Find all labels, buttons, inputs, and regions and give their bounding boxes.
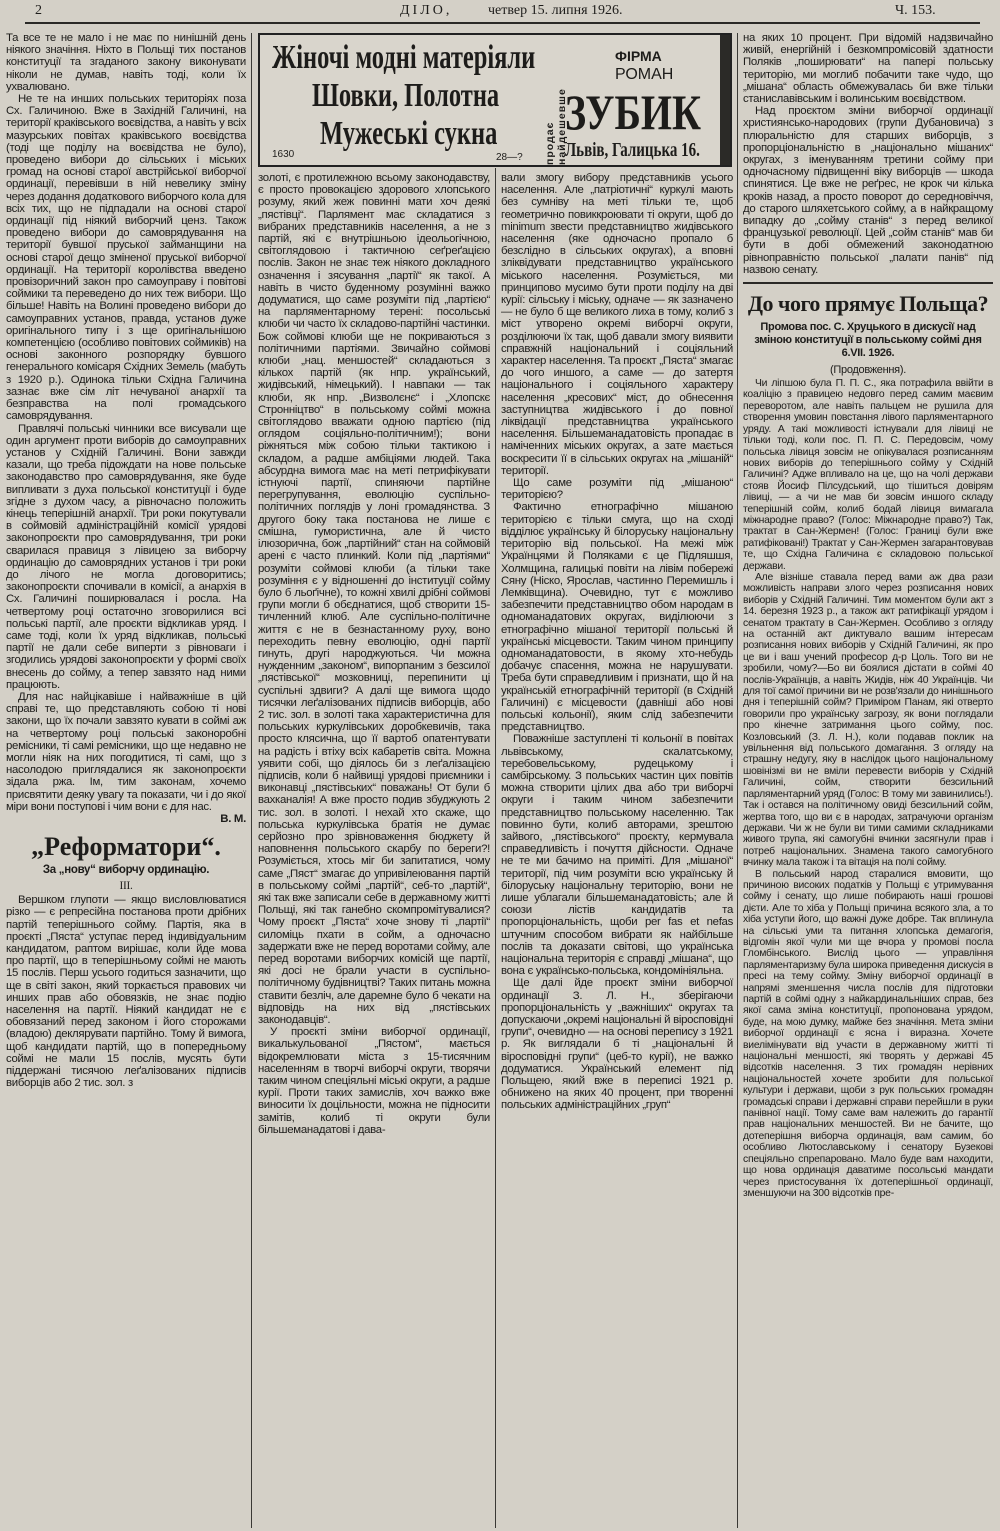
author-signature: В. М. xyxy=(220,813,246,825)
article-reformatory xyxy=(6,831,246,1089)
ad-vertical-text: продає найдешевше xyxy=(544,88,568,165)
article-title: „Реформатори“. xyxy=(31,832,221,862)
ad-surname: ЗУБИК xyxy=(565,84,702,140)
ad-first-name: РОМАН xyxy=(615,66,674,83)
paragraph: Правлячі польські чинники все висували ще один аргумент проти виборів до самоуправних установ у Східній Галичині. Вони завжди казали, що треба підождати на нове польське законодавство про самоврядування, яке буде випливати з духа польської конституції і буде згідне з духом часу, а рівночасно положить кінець теперішній анархії. Три роки покутували в соймовій адміністраційній комісії урядові законопроєкти про самоврядування, три роки сварилася правиця з лівицею за виборчу ординацію до самоврядних установ і три роки до лічого не могла договоритись; законопроєкти спочивали в комісії, а анархія в Сх. Галичині поширювалася і росла. На четвертому році остаточно зговорилися всі польські партії, але проєкти відкликав уряд. І саме тоді, коли їх уряд відкликав, польські партії не дали себе виперти з рівноваги і згодились урядові законопроєкти у формі своїх внесень до сойму, а тепер завзято над ними працюють. xyxy=(6,422,246,691)
paragraph: золоті, є протилежною всьому законодавству, є просто провокацією здорового хлопського розуму, який жеж повинні мати хоч деякі „пястівці“. Парлямент має складатися з вибраних представників населення, а не з партій, які є внутрішньою ідеольогічною, світоглядовою і тактичною сеґреґацією послів. Закон не знає теж ніякого докладного означення і зясування „партії“ як такої. А навіть в чисто буденному розумінні важко додуматися, що саме розуміти під „партією“ на парляментарному терені: посольські клюби чи часто їх складово-партійні частинки. Бож соймові клюби ще не покриваються з політичними партіями. Звичайно соймові клюби „нац. меншостей“ складаються з кількох партій (як нпр. український, жидівський, німецький). І навпаки — так клюби, як нпр. „Визволєнє“ і „Хлопскє Стронніцтво“ в польському соймі можна світоглядово вважати одною партією (під оглядом соціяльно-політичним!); вони ріжняться між собою тільки тактикою і складом, а радше амбіціями людей. Така абсурдна вимога має на меті петрифікувати істнуючі партії, спиняючи партійне перегрупування, еволюцію суспільно-політичних поглядів у лоні громадянства. З другого боку така постанова не лише є смішна, гумористична, але й чисто ілюзорична, бож „партійний“ стан на соймовій арені є часто плинкий. Коли під „партіями“ розуміти соймові клюби (а тільки таке розуміння є у відношенні до інституції сойму було б льоґічне), то кожні хвилі дрібні соймові групи могли б обєднатися, щоб створити 15-тичленний клюб. Але суспільно-політичне життя є не в безнастанному руху, воно переходить певну еволюцію, одні партії гинуть, другі народжуються. Чи можна нужденним „законом“, випорпаним з безсилої „пястівської“ мозковниці, перепинити ці суспільні здвиги? А далі ще вимога щодо тисячки леґалізованих підписів виборців, або 2 тис. зол. в золоті така характеристична для польських куркулівських доробкевичів, така просто клясична, що її вартоб опатентувати на радість і втіху всіх кабаретів світа. Можна уявити собі, що діялось би з леґалізацією підписів, коли б найвищі урядові приємники і виконавці „пястівських“ поважань! От були б вахканалія! А вже просто подив збуджують 2 тис. зол. в золоті. І нехай хто скаже, що польська куркулівська братія не думає серйозно про зрівноваження бюджету й наповнення польського скарбу по береги?! Розуміється, хтось міг би запитатися, чому саме „Пяст“ змагає до упривілеювання партій в польському соймі „партій“, себ-то „партій“, які так вже записали себе в державному житті Польщі, які так ганебно скомпромітувалися? Чому проєкт „Пяста“ хоче знову ті „партії“ силоміць пхати в сойм, а одночасно задержати вже не перед воротами сойму, але перед воротами виборчих комісій ще партії, які досі не брали участи в суспільно-політичному будівництві? Таких питань можна ставити безліч, але даремне було б чекати на відповідь на них від „пястівських законодавців“. xyxy=(258,172,490,1027)
header-rule xyxy=(25,22,980,24)
column-divider xyxy=(495,168,496,1528)
article-column-2 xyxy=(258,172,490,1136)
article-separator xyxy=(743,282,993,284)
paragraph: Поважніше заступлені ті кольонії в повітах львівському, скалатському, теребовельському, рудецькому і самбірському. З польських частин цих повітів можна створити цілих два або три виборчі округи і таким чином забезпечити представництво польському населенню. Так повинно бути, колиб авторами, зрештою зайвого, „пястівського“ проєкту, кермувала справедливість і почуття дійсности. Одначе не те ми бачимо на приміті. Для „мішаної“ території, під чим розуміти всю українську й білоруську національну територію, вони не лише ублагали більшеманадатовість; але й союзи лістів кандидатів та пропорціональність, щоби per fas et nefas штучним способом вибрати як найбільше послів та доказати світові, що українська національна територія є справді „мішана“, що вона є українсько-польська, кондомініяльна. xyxy=(501,733,733,978)
ad-line: Мужеські сукна xyxy=(320,115,498,152)
ad-code: 28—? xyxy=(496,152,523,163)
ad-line: Жіночі модні матеріяли xyxy=(272,39,536,76)
column-divider xyxy=(251,33,252,1528)
paragraph: Не те на инших польських територіях поза Сх. Галичиною. Вже в Західній Галичині, на території краківського воєвідства, а навіть у всіх мазурських повітах краківського воєвідства (тоді ще поділу на воєвідства не було), проведено вибори до сільських і міських громад на основі старої австрійської виборчої ординації, перевівши в ній невелику зміну через додання додаткового виборчого кола для всіх тих, що не підпадали на основі старої ординації під ніякий виборчий ценз. Також проведено вибори до самоврядування на території бувшої пруської займанщини на основі старої дещо зміненої пруської виборчої ординації. На території королівства введено провізоричний закон про самоуправу і повітові соймики та переведено до них теж вибори. Що більше! Навіть на Волині проведено вибори до самоуправних установ, правда, установ дуже оригінального типу і з ще оригінальнішою компетенцією (особливо повітових соймиків) на основі законного розпорядку бувшого генерального комісаря Східних Земель (мабуть з 1920 р.). Одинока тільки Східна Галичина зазнає вже сім літ нечуваної анархії та безправства на полі громадського самоврядування. xyxy=(6,93,246,423)
paragraph: Вершком глупоти — якщо висловлюватися різко — є репресійна постанова проти дрібних партій теперішнього сойму. Партія, яка в проєкті „Пяста“ уступає перед індивідуальним кандидатом, раптом вирішає, коли йде мова про партії, що в теперішньому соймі не мають 15 послів. Перш усього годиться зазначити, що ще в світі закон, який торкається правових чи инших прав або обовязків, не знає подію населення на партії. Ніякий кандидат не є обовязаний перед законом і його сторожами (владою) деклярувати партійно. Тому й вимога, щоб кандидати партій, що в попередньому соймі не мали 15 послів, мусять бути піддержані тисячою леґалізованих підписів виборців або 2 тис. зол. з xyxy=(6,894,246,1090)
paragraph: У проєкті зміни виборчої ординації, викалькульованої „Пястом“, мається відокремлювати міста з 15-тисячним населенням в творчі виборчі округи, творячи таким чином спеціяльні міські округи, а радше курії. Проти таких замислів, хоч важко вже виносити їх доцільности, можна не підносити замітів, колиб ті округи були більшеманадатові і дава- xyxy=(258,1026,490,1136)
paragraph: Для нас найцікавіше і найважніше в цій справі те, що представляють собою ті нові закони, що їх почали завзято кувати в соймі аж на четвертому році польські законоробні ремісники, ті самі ремісники, що ще недавно не могли ніяк на них погодитися, ті самі, що з насолодою приглядалися як законопроєкти зідала ржа. Ім, тим законам, хочемо присвятити деяку увагу та показати, чи і до якої міри вони поступові і чим вони є для нас. xyxy=(6,690,246,813)
paragraph: Ще далі йде проєкт зміни виборчої ординації З. Л. Н., зберігаючи пропорціональність у „важніших“ округах та допускаючи „окремі національні й віросповідні групи“, очевидно — на основі перепису з 1921 р. Як виглядали б ті „національні й віросповідні групи“ (цеб-то курії), не важко додуматися. Український елемент під Польщею, який вже в переписі 1921 р. обнижено на яких 40 процент, при творенні польських адміністраційних „груп“ xyxy=(501,977,733,1112)
ad-firm: ФІРМА xyxy=(615,48,662,64)
article-part: III. xyxy=(119,880,133,893)
paragraph: Що саме розуміти під „мішаною“ територією? xyxy=(501,477,733,502)
paragraph: Чи ліпшою була П. П. С., яка потрафила ввійти в коаліцію з правицею недовго перед самим маєвим переворотом, але навіть пальцем не рушила для створення умовин повстання лівого парляментарного уряду. А такі можливості істнували для лівиці не тільки тоді, коли пос. П. П. С. Передовсім, чому польська лівиця зовсім не опікувалася розписанням нових виборів до теперішнього сойму у Східній Галичині? Адже впливало на це, що на чолі держави стояв Йосиф Пілсудський, що тішиться довірям лівиці, — а чи не мав би зовсім иншого складу теперішній сойм, колиб бодай лівиця вимагала міжнародне право? (Голос: Міжнародне право?) Так, трактат в Сан-Жермен! (Голос: Границі були вже ратифіковані!) Трактат у Сан-Жермен загарантовував те, що Східна Галичина є складовою польської держави. xyxy=(743,378,993,572)
article-poland-direction xyxy=(743,290,993,1199)
advertisement-zubyk xyxy=(258,33,732,167)
column-divider xyxy=(737,33,738,1528)
article-continued: (Продовження). xyxy=(830,364,906,377)
ad-code: 1630 xyxy=(272,149,295,160)
paragraph: Але візніше ставала перед вами аж два рази можливість направи злого через розписання нових виборів у Східній Галичині. Тим моментом були акт з 14. березня 1923 р., а також акт ратифікації урядом і сенатом трактату в Сан-Жермен. Особливо з огляду на останній акт диктувало вашим інтересам розписання нових виборів у Східній Галичині, як про це ви і ваш учений професор д-р Цоль. Того ви не зробили, чому?—Бо ви боялися дістати в соймі 40 послів-Українців, а навіть Жидів, ніж 40 Українців. Чи для тої самої причини ви не розв'язали до нинішнього дня і теперішній сойм? Приміром Панам, які отверто говорили про українську загрозу, як вони поглядали про кінечне затримання цього сойму, пос. Козловський (З. Л. Н.), коли подавав поклик на увільнення від польського домагання. З огляду на страшну недугу, яку в наслідок цього національному шовінізмі ви не вміли перевести виборів у Східній Галичині, сойм, створити безсильний парляментарний уряд (Голос: В тому ми завинились!). Так і остався на політичному овиді безсильний сойм, жертва того, що ви є в народах, затрачуючи організм держави. Чи ж не були ви тими самими складниками живого трупа, які самогубні вчинки засягнули прав і потреб національних. Знамена такого самогубного вчинку мала також і та вітація на полі сойму. xyxy=(743,571,993,869)
ad-border-bar xyxy=(720,35,730,165)
paragraph: Над проєктом зміни виборчої ординації християнсько-народових (групи Дубановича) з плюральністю для старших виборців, з пропорціональністю в „національно мішаних“ округах, з іменуванням третини сойму при одночасному підвищенні віку виборців — шкода спинятися. Це вже не реґрес, не крок чи кілька кроків назад, а просто поворот до середновіччя, до старого шляхетського сойму, а в найкращому випадку до „сойму станів“ з перед великої французької революції. Цей „сойм станів“ мав би бути в добі обмежений законодатною рівноправністю польської „палати панів“ під назвою сенату. xyxy=(743,105,993,276)
article-column-1 xyxy=(6,32,246,1089)
page-header xyxy=(0,0,1000,22)
paragraph: Та все те не мало і не має по нинішній день ніякого значіння. Ніхто в Польщі тих постанов конституції та згаданого закону виконувати ніколи не думав, навіть тоді, коли їх ухвалювано. xyxy=(6,32,246,93)
issue-number: Ч. 153. xyxy=(895,3,936,18)
page-number: 2 xyxy=(35,3,42,18)
ad-address: Львів, Галицька 16. xyxy=(565,139,700,161)
newspaper-name: ДІЛО, xyxy=(400,3,453,18)
paragraph: Фактично етнографічно мішаною територією є тільки смуга, що на сході відділює українську й білоруську національну територію від польської. На межі між Українцями й Поляками є це Підляшшя, Холмщина, галицькі повіти на лівім побережі Сяну (Ніско, Ярослав, частинно Перемишль і Лемківщина). Очевидно, тут є можливо забезпечити представництво обом народам в одноманадатових округах, виділюючи з етнографічно мішаної території польські й українські місцевости. Таким чином принципу одноманадатовости, в якому хто-небудь добачує спасення, можна не нарушувати. Треба бути справедливим і признати, що й на українській етнографічній території (в Східній Галичині) є місцевости (давніші або нові польські кольонії), яким слід забезпечити представництво. xyxy=(501,501,733,734)
article-subtitle: За „нову“ виборчу ординацію. xyxy=(42,864,210,877)
paragraph: вали змогу вибору представників усього населення. Але „патріотичні“ куркулі мають без сумніву на меті тільки те, щоб геометрично повиккроювати ті округи, щоб до minimum звести представництво жидівського населення (яке одночасно пропало б безслідно в сільських округах), а вповні зліквідувати представництво українського міського населення. Розуміється, ми принципово мусимо бути проти поділу на дві курії: сільську і міську, одначе — як зазначено — не було б ще великого лиха в тому, колиб з міст утворено окремі виборчі округи, розділюючи їх так, щоб давали змогу виявити справжній національний і соціяльний характер населення. Та проєкт „Пяста“ змагає до чого иншого, а саме — до затертя національного і соціяльного характеру населення „кресових“ міст, до обнесення заступництва жидівського і до повної ліквідації представництва українського населення. Більшеманадатовість пропадає в наміченних міських округах, а зате мається воскресити її в сільських округах на „мішаній“ території. xyxy=(501,172,733,477)
paragraph: на яких 10 процент. При відомій надзвичайно живій, енергійній і безкомпромісовій здатности Поляків „поширювати“ на папері польську територію, ми моглиб побачити таке чудо, що „мішана“ область обмежувалась би вже тільки станиславівським і волинським воєвідством. xyxy=(743,32,993,106)
paragraph: В польський народ старалися вмовити, що причиною високих податків у Польщі є утримування сойму і сенату, що лише побирають наші грошові дієти. Але то хіба у Польщі причина всякого зла, а то хіба уступи його, що важні дуже добре. Так вплинула на сільські уми та питання хлопська демагогія, відгомін якої чули ми ще вчора у промові посла Гломбінського. Вислід цього — управління парляментаризму була широка приведення дискусія в пресі на тему сойму. Зміну виборчої ординації в напрямі зменшення числа послів для підготовки партій в соймі одну з найкардинальніших справ, без якої сама зміна конституції, пропонована урядом, буде, на мою думку, майже без значіння. Мета зміни виборчої ординації є ясна і виразна. Хочете виелімінувати від участи в державному житті ті національні меншості, які творять у державі 45 відсотків населення. З тих громадян нерівних національностей хочете зробити для польської культури і держави, щоби з рук польських громадян громадські справи і державні справи перейшли в руки панівної нації. Тому саме вам належить до гарантії прав національних меншостей. Ви не бачите, що дотеперішня виборча ординація, вам самим, бо особливо Лютославському і сенатору Бузекові спеціяльно спрепаровано. Мало буде вам находити, що нова ординація даватиме посольські мандати через пристосування їх дотеперішньої ординації, зменшуючи на 300 відсотків пре- xyxy=(743,868,993,1199)
ad-line: Шовки, Полотна xyxy=(312,77,500,114)
article-title: До чого прямує Польща? xyxy=(747,291,989,317)
article-subtitle: Промова пос. С. Хруцького в дискусії над зміною конституції в польському соймі дня 6.VII. 1926. xyxy=(754,321,982,360)
article-column-4 xyxy=(743,32,993,1199)
issue-date: четвер 15. липня 1926. xyxy=(488,3,623,18)
article-column-3 xyxy=(501,172,733,1112)
